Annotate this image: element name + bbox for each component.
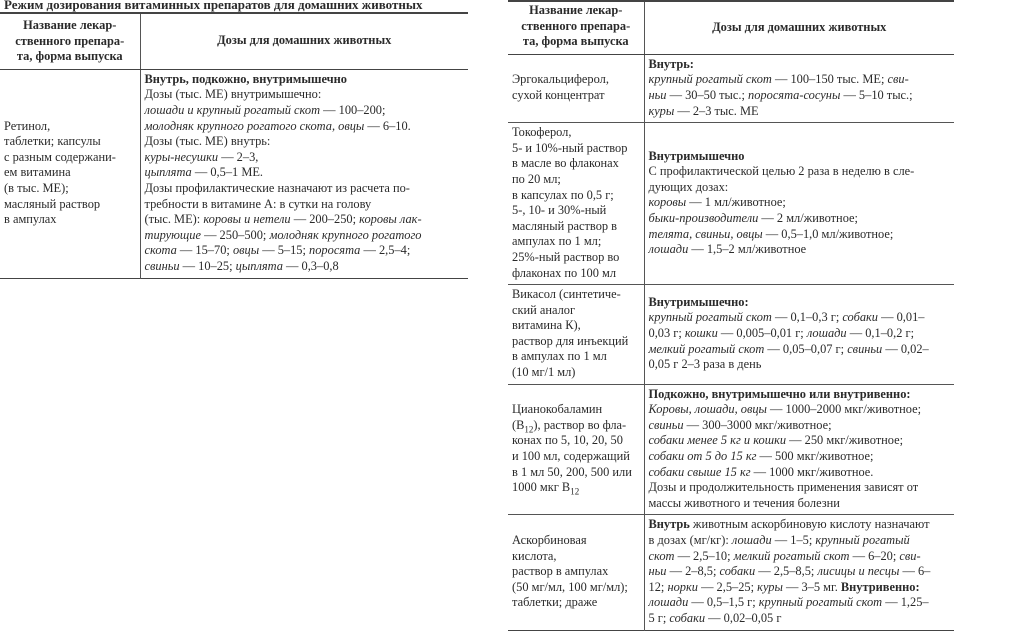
- header-drug-name: Название лекар- ственного препара- та, форма выпуска: [0, 13, 140, 69]
- left-dosage-table: [0, 12, 468, 279]
- drug-name-cell: Токоферол, 5- и 10%-ный раствор в масле во флаконах по 20 мл; в капсулах по 0,5 г; 5-, 10- и 30%-ный масляный раствор в ампулах по 1 мл; 25%-ный раствор во флаконах по 100 мл: [508, 123, 644, 285]
- table-row-tocopherol: [508, 123, 954, 285]
- table-header-row: [508, 1, 954, 54]
- doses-cell: Внутримышечно: крупный рогатый скот — 0,1–0,3 г; собаки — 0,01– 0,03 г; кошки — 0,005–0,01 г; лошади — 0,1–0,2 г; мелкий рогатый скот — 0,05–0,07 г; свиньи — 0,02– 0,05 г 2–3 раза в день: [644, 285, 954, 385]
- header-doses: Дозы для домашних животных: [140, 13, 468, 69]
- doses-cell: Внутримышечно С профилактической целью 2 раза в неделю в сле- дующих дозах: коровы — 1 мл/животное; быки-производители — 2 мл/животное; телята, свиньи, овцы — 0,5–1,0 мл/животное; лошади — 1,5–2 мл/животное: [644, 123, 954, 285]
- doses-cell: Внутрь животным аскорбиновую кислоту назначают в дозах (мг/кг): лошади — 1–5; крупный рогатый скот — 2,5–10; мелкий рогатый скот — 6–20; сви- ньи — 2–8,5; собаки — 2,5–8,5; лисицы и песцы — 6– 12; норки — 2,5–25; куры — 3–5 мг. Внутривенно: лошади — 0,5–1,5 г; крупный рогатый скот — 1,25– 5 г; собаки — 0,02–0,05 г: [644, 515, 954, 630]
- header-doses: Дозы для домашних животных: [644, 1, 954, 54]
- doses-cell: Подкожно, внутримышечно или внутривенно: Коровы, лошади, овцы — 1000–2000 мкг/животное; свиньи — 300–3000 мкг/животное; собаки менее 5 кг и кошки — 250 мкг/животное; собаки от 5 до 15 кг — 500 мкг/животное; собаки свыше 15 кг — 1000 мкг/животное. Дозы и продолжительность применения зависят от массы животного и течения болезни: [644, 384, 954, 515]
- drug-name-cell: Ретинол, таблетки; капсулы с разным содержани- ем витамина (в тыс. МЕ); масляный раствор в ампулах: [0, 69, 140, 278]
- drug-name-cell: Цианокобаламин $(В_{12})$, раствор во фла- конах по 5, 10, 20, 50 и 100 мл, содержащий в 1 мл 50, 200, 500 или 1000 мкг $В_{12}$: [508, 384, 644, 515]
- doses-cell: Внутрь: крупный рогатый скот — 100–150 тыс. МЕ; сви- ньи — 30–50 тыс.; поросята-сосуны — 5–10 тыс.; куры — 2–3 тыс. МЕ: [648, 56, 913, 118]
- table-title: Режим дозирования витаминных препаратов для домашних животных: [4, 0, 423, 12]
- table-header-row: [0, 13, 468, 69]
- table-row-ascorbic-acid: [508, 515, 954, 630]
- table-row-cyanocobalamin: [508, 384, 954, 515]
- table-row-retinol: [0, 69, 468, 278]
- doses-cell: Внутрь, подкожно, внутримышечно Дозы (тыс. МЕ) внутримышечно: лошади и крупный рогатый скот — 100–200; молодняк крупного рогатого скота, овцы — 6–10. Дозы (тыс. МЕ) внутрь: куры-несушки — 2–3, цыплята — 0,5–1 МЕ. Дозы профилактические назначают из расчета по- требности в витамине А: в сутки на голову (тыс. МЕ): коровы и нетели — 200–250; коровы лак- тирующие — 250–500; молодняк крупного рогатого скота — 15–70; овцы — 5–15; поросята — 2,5–4; свиньи — 10–25; цыплята — 0,3–0,8: [144, 71, 422, 273]
- right-dosage-table: [508, 0, 954, 631]
- table-row-vikasol: [508, 285, 954, 385]
- right-page: [508, 0, 954, 631]
- header-drug-name: Название лекар- ственного препара- та, форма выпуска: [508, 1, 644, 54]
- table-row-ergocalciferol: [508, 54, 954, 122]
- left-page: [0, 0, 468, 279]
- drug-name-cell: Викасол (синтетиче- ский аналог витамина К), раствор для инъекций в ампулах по 1 мл (10 мг/1 мл): [508, 285, 644, 385]
- drug-name-cell: Аскорбиновая кислота, раствор в ампулах (50 мг/мл, 100 мг/мл); таблетки; драже: [508, 515, 644, 630]
- drug-name-cell: Эргокальциферол, сухой концентрат: [508, 54, 644, 122]
